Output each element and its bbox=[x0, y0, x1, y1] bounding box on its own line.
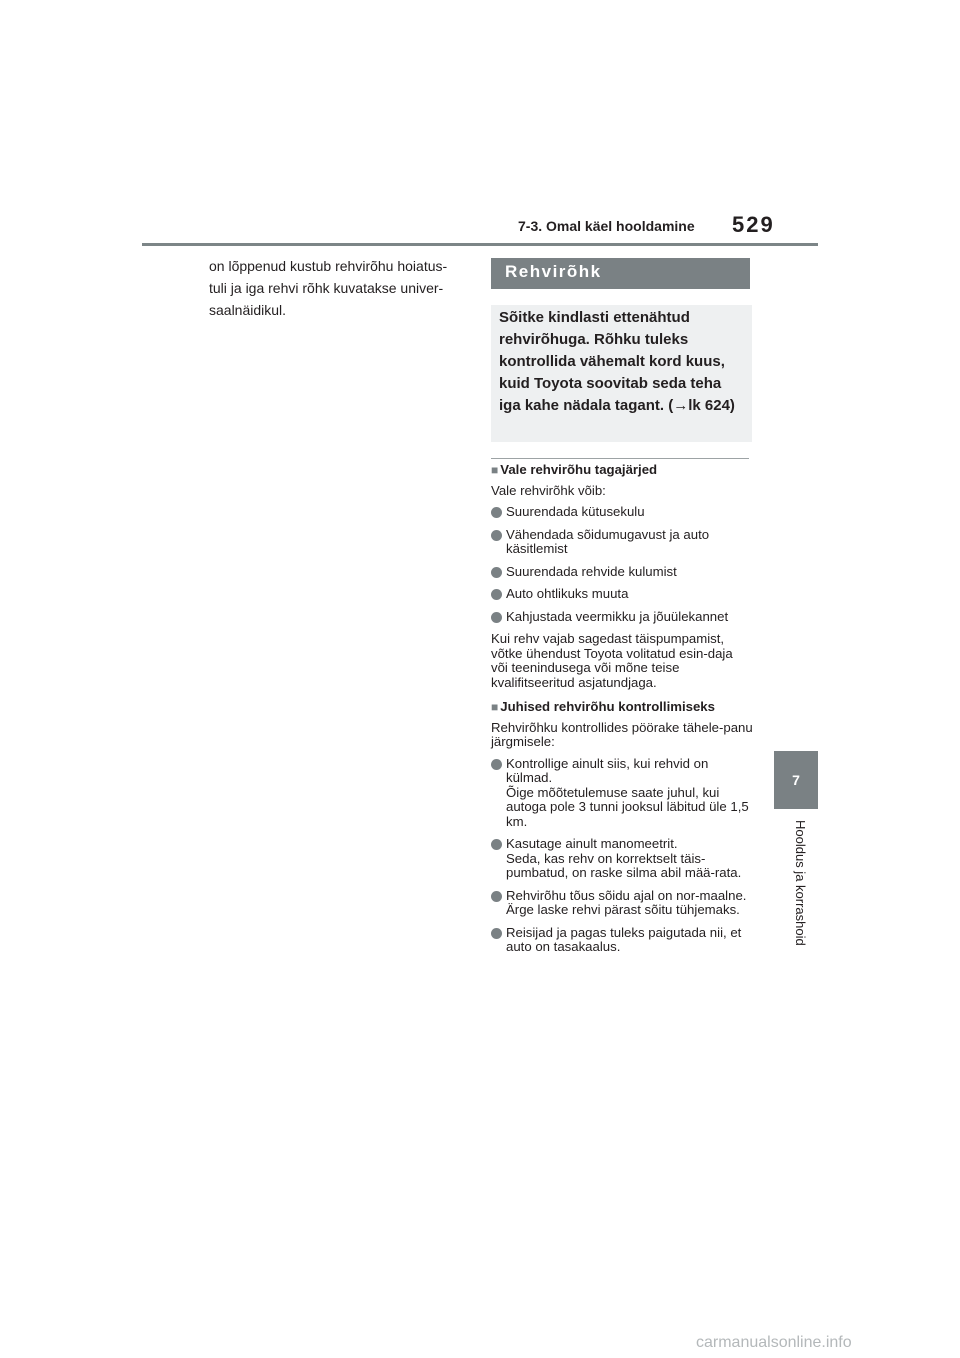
check-instructions-intro: Rehvirõhku kontrollides pöörake tähele-panu järgmisele: bbox=[491, 719, 753, 749]
notice-box-title: Rehvirõhk bbox=[491, 258, 750, 289]
notice-box-body: Sõitke kindlasti ettenähtud rehvirõhuga. Rõhku tuleks kontrollida vähemalt kord kuus, kuid Toyota soovitab seda teha iga kahe nädala tagant. (→lk 624) bbox=[491, 305, 752, 442]
section-header: 7-3. Omal käel hooldamine bbox=[518, 218, 695, 234]
circle-bullet-icon bbox=[491, 612, 502, 623]
circle-bullet-icon bbox=[491, 891, 502, 902]
consequences-intro: Vale rehvirõhk võib: bbox=[491, 482, 606, 498]
header-rule bbox=[142, 243, 818, 246]
left-column-text: on lõppenud kustub rehvirõhu hoiatus-tuli ja iga rehvi rõhk kuvatakse univer-saalnäidikul. bbox=[209, 258, 448, 318]
list-item: Reisijad ja pagas tuleks paigutada nii, et auto on tasakaalus. bbox=[491, 926, 753, 955]
circle-bullet-icon bbox=[491, 839, 502, 850]
square-bullet-icon: ■ bbox=[491, 463, 499, 477]
list-item: Kasutage ainult manomeetrit. Seda, kas rehv on korrektselt täis-pumbatud, on raske silma abil mää-rata. bbox=[491, 837, 753, 881]
chapter-label: Hooldus ja korrashoid bbox=[793, 820, 808, 946]
list-item: Kahjustada veermikku ja jõuülekannet bbox=[491, 610, 753, 625]
page-number: 529 bbox=[732, 212, 775, 237]
circle-bullet-icon bbox=[491, 759, 502, 770]
consequences-outro: Kui rehv vajab sagedast täispumpamist, võtke ühendust Toyota volitatud esin-daja või teenindusega või mõne teise kvalifitseeritud asjatundjaga. bbox=[491, 631, 733, 690]
circle-bullet-icon bbox=[491, 567, 502, 578]
circle-bullet-icon bbox=[491, 530, 502, 541]
notice-box-divider bbox=[491, 458, 749, 459]
section-heading-consequences: ■ Vale rehvirõhu tagajärjed bbox=[491, 462, 658, 477]
watermark: carmanualsonline.info bbox=[696, 1334, 852, 1351]
list-item: Kontrollige ainult siis, kui rehvid on külmad. Õige mõõtetulemuse saate juhul, kui autoga pole 3 tunni jooksul läbitud üle 1,5 km. bbox=[491, 757, 753, 830]
list-item: Suurendada kütusekulu bbox=[491, 505, 753, 520]
list-item: Vähendada sõidumugavust ja auto käsitlemist bbox=[491, 528, 753, 557]
square-bullet-icon: ■ bbox=[491, 700, 499, 714]
circle-bullet-icon bbox=[491, 928, 502, 939]
circle-bullet-icon bbox=[491, 589, 502, 600]
list-item: Auto ohtlikuks muuta bbox=[491, 587, 753, 602]
list-item: Rehvirõhu tõus sõidu ajal on nor-maalne. Ärge laske rehvi pärast sõitu tühjemaks. bbox=[491, 889, 753, 918]
list-item: Suurendada rehvide kulumist bbox=[491, 565, 753, 580]
circle-bullet-icon bbox=[491, 507, 502, 518]
chapter-tab: 7 bbox=[774, 751, 818, 809]
right-column bbox=[491, 463, 753, 963]
section-heading-check-instructions: ■ Juhised rehvirõhu kontrollimiseks bbox=[491, 699, 715, 714]
